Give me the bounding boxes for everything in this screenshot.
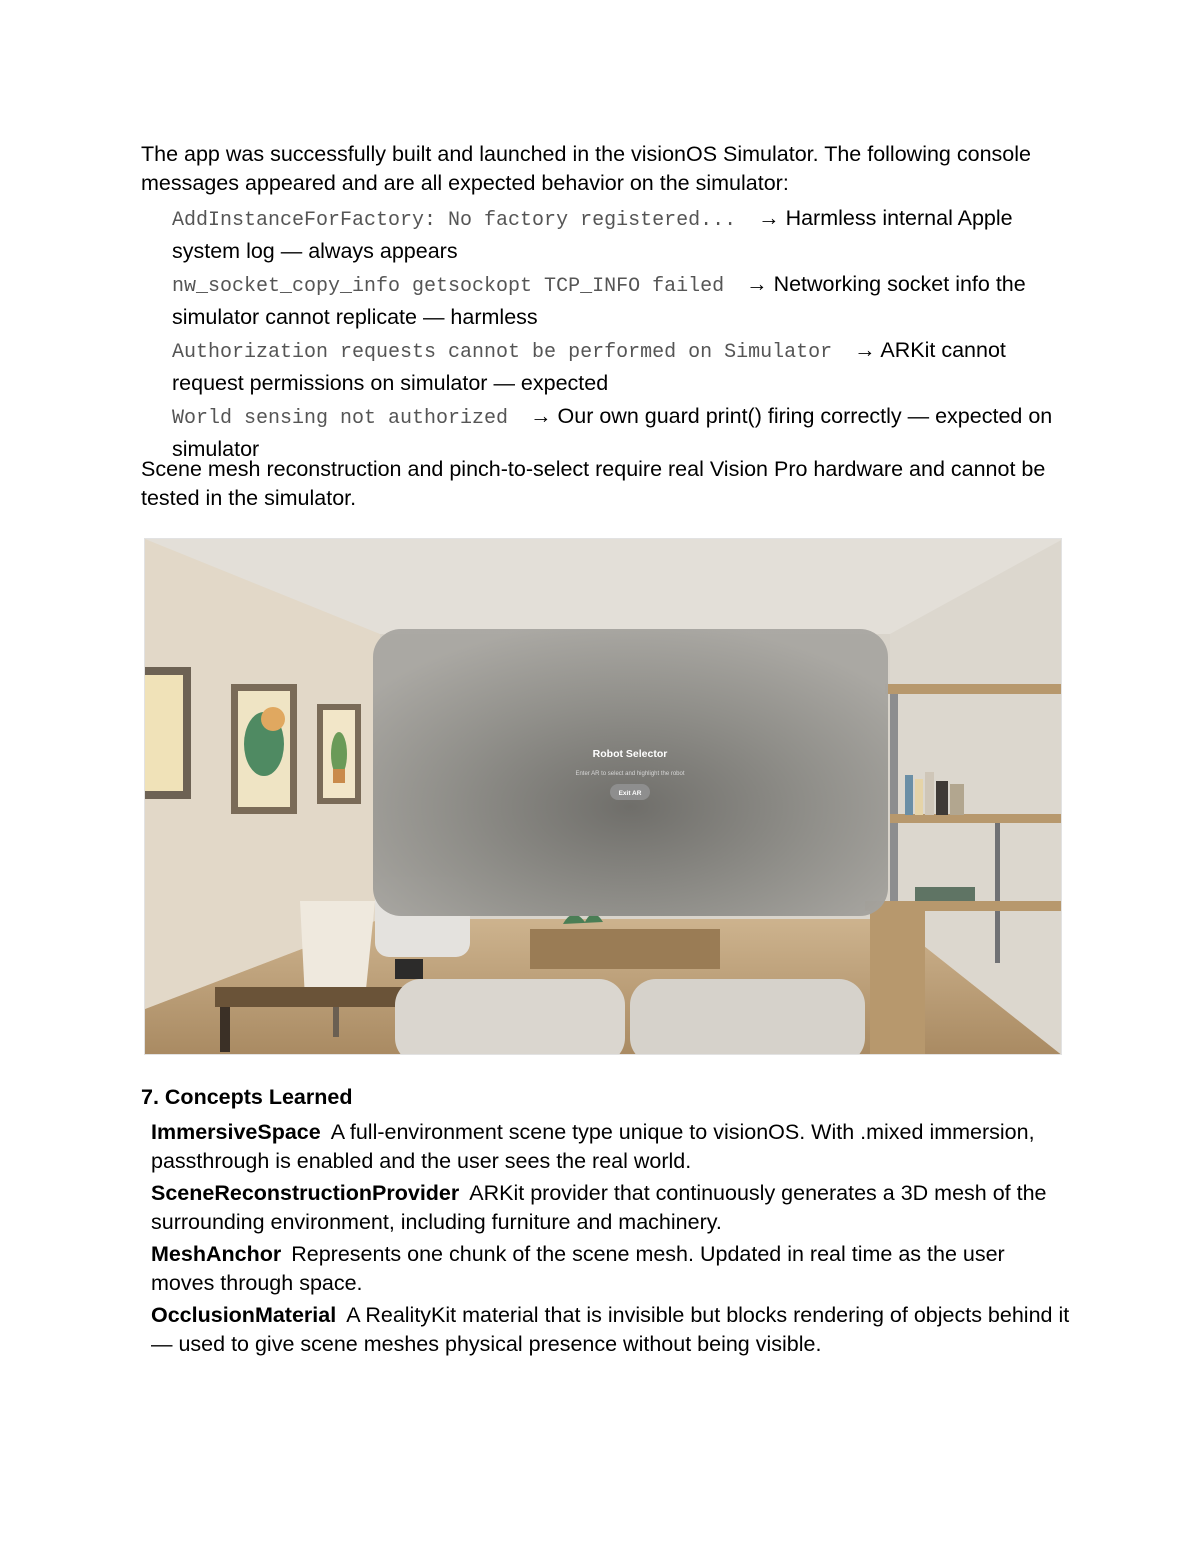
console-note: → Networking socket info the simulator cannot replicate — harmless bbox=[172, 272, 1026, 329]
console-message: AddInstanceForFactory: No factory registered... bbox=[172, 209, 737, 232]
console-log-item bbox=[172, 335, 1072, 398]
concept-item bbox=[151, 1118, 1071, 1176]
concept-item bbox=[151, 1301, 1071, 1359]
concept-term: ImmersiveSpace bbox=[151, 1120, 321, 1144]
concept-description: A RealityKit material that is invisible but blocks rendering of objects behind it — used to give scene meshes physical presence without being visible. bbox=[151, 1303, 1070, 1356]
concept-description: Represents one chunk of the scene mesh. Updated in real time as the user moves through space. bbox=[151, 1242, 1005, 1295]
concept-item bbox=[151, 1179, 1071, 1237]
console-log-item bbox=[172, 269, 1072, 332]
console-note: → Our own guard print() firing correctly — expected on simulator bbox=[172, 404, 1053, 461]
console-note: → ARKit cannot request permissions on simulator — expected bbox=[172, 338, 1006, 395]
concept-term: SceneReconstructionProvider bbox=[151, 1181, 460, 1205]
concept-term: MeshAnchor bbox=[151, 1242, 282, 1266]
window-subtitle: Enter AR to select and highlight the robot bbox=[575, 771, 685, 777]
concept-description: ARKit provider that continuously generates a 3D mesh of the surrounding environment, including furniture and machinery. bbox=[151, 1181, 1047, 1234]
simulator-screenshot bbox=[144, 538, 1062, 1055]
console-log-list bbox=[172, 203, 1072, 467]
console-message: Authorization requests cannot be performed on Simulator bbox=[172, 341, 833, 364]
console-message: World sensing not authorized bbox=[172, 407, 509, 430]
concept-term: OcclusionMaterial bbox=[151, 1303, 337, 1327]
concept-description: A full-environment scene type unique to visionOS. With .mixed immersion, passthrough is enabled and the user sees the real world. bbox=[151, 1120, 1035, 1173]
exit-ar-label: Exit AR bbox=[618, 790, 642, 797]
console-log-item bbox=[172, 203, 1072, 266]
concepts-list bbox=[151, 1118, 1071, 1362]
section-heading: 7. Concepts Learned bbox=[141, 1085, 353, 1109]
intro-paragraph: The app was successfully built and launched in the visionOS Simulator. The following console messages appeared and are all expected behavior on the simulator: bbox=[141, 142, 1031, 195]
window-title: Robot Selector bbox=[592, 748, 668, 760]
concept-item bbox=[151, 1240, 1071, 1298]
outro-paragraph: Scene mesh reconstruction and pinch-to-select require real Vision Pro hardware and cannot be tested in the simulator. bbox=[141, 457, 1046, 510]
console-message: nw_socket_copy_info getsockopt TCP_INFO failed bbox=[172, 275, 725, 298]
console-note: → Harmless internal Apple system log — always appears bbox=[172, 206, 1013, 263]
